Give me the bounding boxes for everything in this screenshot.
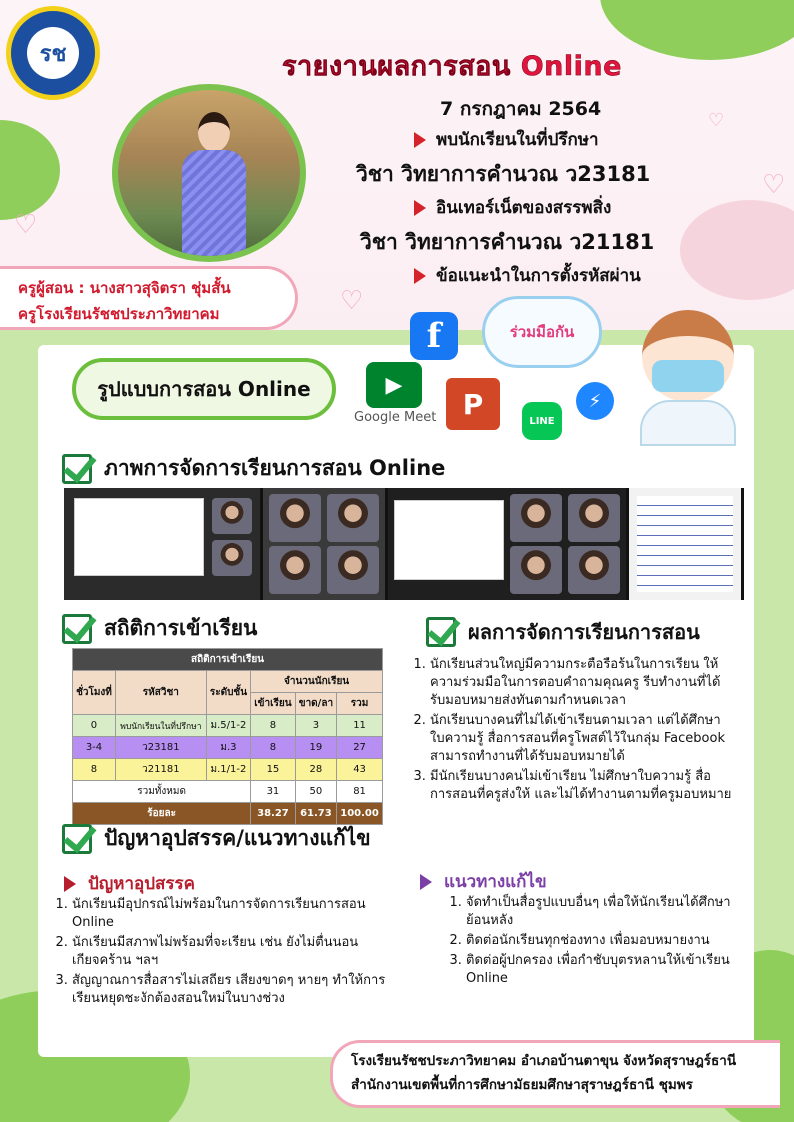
screenshot-slide <box>64 488 260 600</box>
table-subheader: เข้าเรียน <box>251 693 296 715</box>
table-subheader: ขาด/ลา <box>295 693 336 715</box>
triangle-right-icon <box>420 874 432 890</box>
list-item: 1. นักเรียนมีอุปกรณ์ไม่พร้อมในการจัดการเรียนการสอน Online <box>72 896 406 932</box>
heart-icon: ♡ <box>762 170 786 200</box>
powerpoint-icon: P <box>446 378 500 430</box>
heart-icon: ♡ <box>708 110 725 131</box>
table-header: ระดับชั้น <box>206 671 250 715</box>
checkbox-checked-icon <box>62 824 92 854</box>
table-subheader: รวม <box>337 693 383 715</box>
footer-line: สำนักงานเขตพื้นที่การศึกษามัธยมศึกษาสุราษฎร์ธานี ชุมพร <box>351 1077 693 1093</box>
footer-line: โรงเรียนรัชชประภาวิทยาคม อำเภอบ้านตาขุน จังหวัดสุราษฎร์ธานี <box>351 1053 737 1069</box>
topic-item: พบนักเรียนในที่ปรึกษา <box>414 126 599 153</box>
list-item: 1. จัดทำเป็นสื่อรูปแบบอื่นๆ เพื่อให้นักเรียนได้ศึกษาย้อนหลัง <box>466 894 736 930</box>
teaching-format-label: รูปแบบการสอน Online <box>72 358 336 420</box>
list-item: 3. ติดต่อผู้ปกครอง เพื่อกำชับบุตรหลานให้เข้าเรียน Online <box>466 952 736 988</box>
screenshot-meeting <box>388 488 626 600</box>
school-emblem-icon: รช <box>27 27 79 79</box>
results-heading: ผลการจัดการเรียนการสอน <box>426 616 700 648</box>
teacher-photo <box>112 84 306 262</box>
messenger-icon: ⚡ <box>576 382 614 420</box>
facebook-icon: f <box>410 312 458 360</box>
google-meet-label: Google Meet <box>354 410 437 425</box>
list-item: 2. นักเรียนบางคนที่ไม่ได้เข้าเรียนตามเวลา แต่ได้ศึกษาใบความรู้ สื่อการสอนที่ครูโพสต์ไว้ในกลุ่ม Facebook สามารถทำงานที่ได้รับมอบหมายได้ <box>430 712 732 766</box>
list-item: 3. มีนักเรียนบางคนไม่เข้าเรียน ไม่ศึกษาใบความรู้ สื่อการสอนที่ครูส่งให้ และไม่ได้ทำงานตามที่ครูมอบหมาย <box>430 768 732 804</box>
checkbox-checked-icon <box>426 617 456 647</box>
table-header: ชั่วโมงที่ <box>73 671 116 715</box>
results-list <box>410 656 732 806</box>
teacher-school: ครูโรงเรียนรัชชประภาวิทยาคม <box>18 305 220 323</box>
arrow-right-icon <box>414 268 426 284</box>
triangle-right-icon <box>64 876 76 892</box>
list-item: 2. ติดต่อนักเรียนทุกช่องทาง เพื่อมอบหมายงาน <box>466 932 736 950</box>
problems-subheading: ปัญหาอุปสรรค <box>64 870 195 897</box>
nurse-illustration <box>622 296 754 446</box>
arrow-right-icon <box>414 132 426 148</box>
google-meet-icon: ▶ <box>366 362 422 408</box>
teacher-name: ครูผู้สอน : นางสาวสุจิตรา ชุ่มสั้น <box>18 279 231 297</box>
topic-item: ข้อแนะนำในการตั้งรหัสผ่าน <box>414 262 641 289</box>
table-header: รหัสวิชา <box>115 671 206 715</box>
list-item: 2. นักเรียนมีสภาพไม่พร้อมที่จะเรียน เช่น ยังไม่ตื่นนอน เกียจคร้าน ฯลฯ <box>72 934 406 970</box>
checkbox-checked-icon <box>62 454 92 484</box>
table-title: สถิติการเข้าเรียน <box>73 649 383 671</box>
report-date: 7 กรกฎาคม 2564 <box>440 98 602 120</box>
table-header: จำนวนนักเรียน <box>251 671 383 693</box>
problems-heading: ปัญหาอุปสรรค/แนวทางแก้ไข <box>62 822 371 855</box>
table-percent-row: ร้อยละ 38.27 61.73 100.00 <box>73 803 383 825</box>
attendance-heading: สถิติการเข้าเรียน <box>62 612 257 645</box>
table-row: 3-4 ว23181 ม.3 8 19 27 <box>73 737 383 759</box>
table-total-row: รวมทั้งหมด 31 50 81 <box>73 781 383 803</box>
attendance-table <box>72 648 383 825</box>
teacher-figure <box>182 112 246 262</box>
solutions-subheading: แนวทางแก้ไข <box>420 868 547 895</box>
screenshot-video-grid <box>263 488 385 600</box>
school-logo <box>6 6 100 100</box>
subject-title: วิชา วิทยาการคำนวณ ว23181 <box>356 162 651 186</box>
subject-title: วิชา วิทยาการคำนวณ ว21181 <box>360 230 655 254</box>
arrow-right-icon <box>414 200 426 216</box>
page-title: รายงานผลการสอน Online <box>282 51 622 82</box>
line-icon: LINE <box>522 402 562 440</box>
solutions-list <box>446 894 736 990</box>
class-screenshots <box>64 488 744 600</box>
list-item: 1. นักเรียนส่วนใหญ่มีความกระตือรือร้นในการเรียน ให้ความร่วมมือในการตอบคำถามคุณครู รีบทำงานที่ได้รับมอบหมายส่งทันตามกำหนดเวลา <box>430 656 732 710</box>
teacher-info-box <box>0 266 298 330</box>
list-item: 3. สัญญาณการสื่อสารไม่เสถียร เสียงขาดๆ หายๆ ทำให้การเรียนหยุดชะงักต้องสอนใหม่ในบางช่วง <box>72 972 406 1008</box>
heart-icon: ♡ <box>14 210 38 240</box>
heart-icon: ♡ <box>340 286 364 316</box>
footer-school-info <box>330 1040 780 1108</box>
cooperate-cloud: ร่วมมือกัน <box>482 296 602 368</box>
table-row: 0 พบนักเรียนในที่ปรึกษา ม.5/1-2 8 3 11 <box>73 715 383 737</box>
activities-heading: ภาพการจัดการเรียนการสอน Online <box>62 452 445 485</box>
checkbox-checked-icon <box>62 614 92 644</box>
table-row: 8 ว21181 ม.1/1-2 15 28 43 <box>73 759 383 781</box>
screenshot-worksheet <box>629 488 741 600</box>
problems-list <box>52 896 406 1010</box>
topic-item: อินเทอร์เน็ตของสรรพสิ่ง <box>414 194 611 221</box>
